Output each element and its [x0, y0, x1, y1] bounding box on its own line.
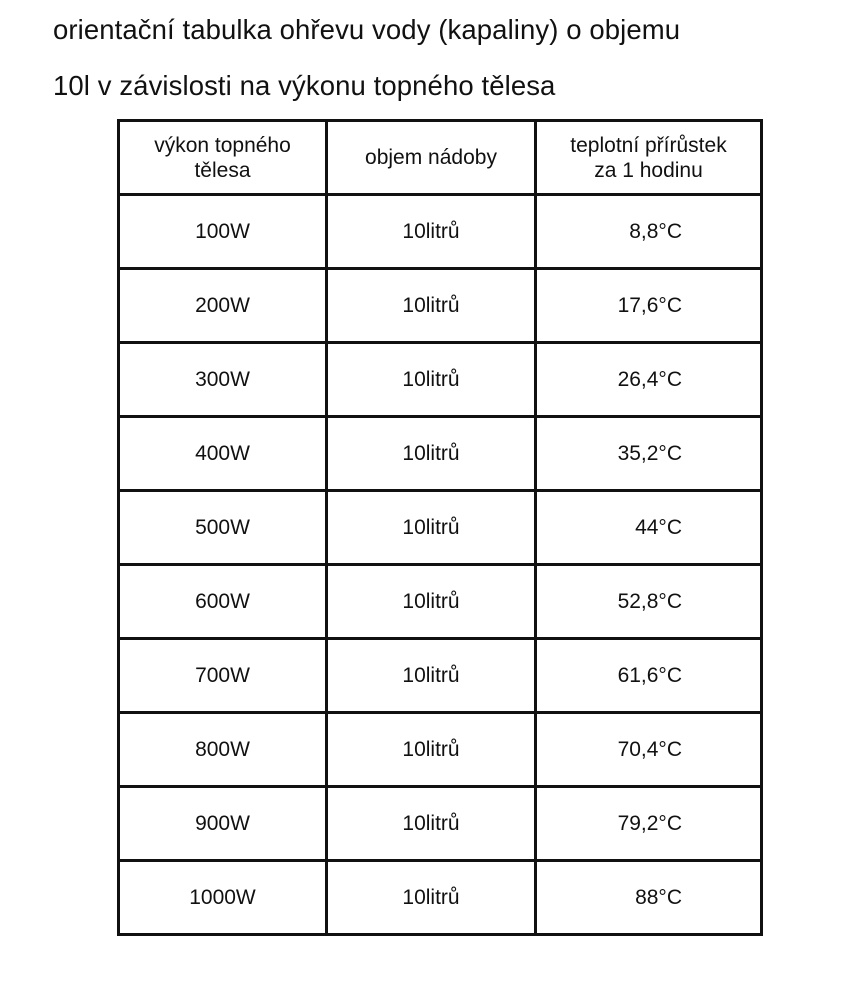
- header-temp-line-2: za 1 hodinu: [594, 158, 703, 182]
- page-title: [53, 2, 843, 114]
- header-volume-line-1: objem nádoby: [365, 146, 497, 169]
- header-volume: [327, 121, 536, 195]
- power-cell: 1000W: [119, 861, 327, 935]
- header-power-line-1: výkon topného: [154, 133, 291, 157]
- power-cell: 900W: [119, 787, 327, 861]
- heating-table: [117, 119, 763, 936]
- table-row: [119, 195, 762, 269]
- volume-cell: 10litrů: [327, 195, 536, 269]
- temp-cell: 35,2°C: [536, 417, 762, 491]
- volume-cell: 10litrů: [327, 713, 536, 787]
- title-line-2: 10l v závislosti na výkonu topného tělesa: [53, 70, 556, 101]
- volume-cell: 10litrů: [327, 565, 536, 639]
- temp-cell: 52,8°C: [536, 565, 762, 639]
- power-cell: 200W: [119, 269, 327, 343]
- header-power-line-2: tělesa: [194, 158, 251, 182]
- table-row: [119, 639, 762, 713]
- volume-cell: 10litrů: [327, 787, 536, 861]
- title-line-1: orientační tabulka ohřevu vody (kapaliny) o objemu: [53, 14, 681, 45]
- power-cell: 700W: [119, 639, 327, 713]
- volume-cell: 10litrů: [327, 343, 536, 417]
- power-cell: 500W: [119, 491, 327, 565]
- power-cell: 600W: [119, 565, 327, 639]
- table-body: [119, 195, 762, 935]
- volume-cell: 10litrů: [327, 861, 536, 935]
- table-header: [119, 121, 762, 195]
- header-temp: [536, 121, 762, 195]
- table-row: [119, 417, 762, 491]
- power-cell: 800W: [119, 713, 327, 787]
- table-row: [119, 269, 762, 343]
- table-row: [119, 713, 762, 787]
- temp-cell: 88°C: [536, 861, 762, 935]
- temp-cell: 61,6°C: [536, 639, 762, 713]
- header-power: [119, 121, 327, 195]
- temp-cell: 8,8°C: [536, 195, 762, 269]
- header-row: [119, 121, 762, 195]
- power-cell: 400W: [119, 417, 327, 491]
- temp-cell: 26,4°C: [536, 343, 762, 417]
- volume-cell: 10litrů: [327, 269, 536, 343]
- temp-cell: 17,6°C: [536, 269, 762, 343]
- table-row: [119, 491, 762, 565]
- volume-cell: 10litrů: [327, 491, 536, 565]
- power-cell: 300W: [119, 343, 327, 417]
- table-row: [119, 787, 762, 861]
- table-row: [119, 343, 762, 417]
- header-temp-line-1: teplotní přírůstek: [570, 133, 727, 157]
- table-row: [119, 861, 762, 935]
- temp-cell: 70,4°C: [536, 713, 762, 787]
- volume-cell: 10litrů: [327, 417, 536, 491]
- power-cell: 100W: [119, 195, 327, 269]
- table-row: [119, 565, 762, 639]
- temp-cell: 79,2°C: [536, 787, 762, 861]
- temp-cell: 44°C: [536, 491, 762, 565]
- volume-cell: 10litrů: [327, 639, 536, 713]
